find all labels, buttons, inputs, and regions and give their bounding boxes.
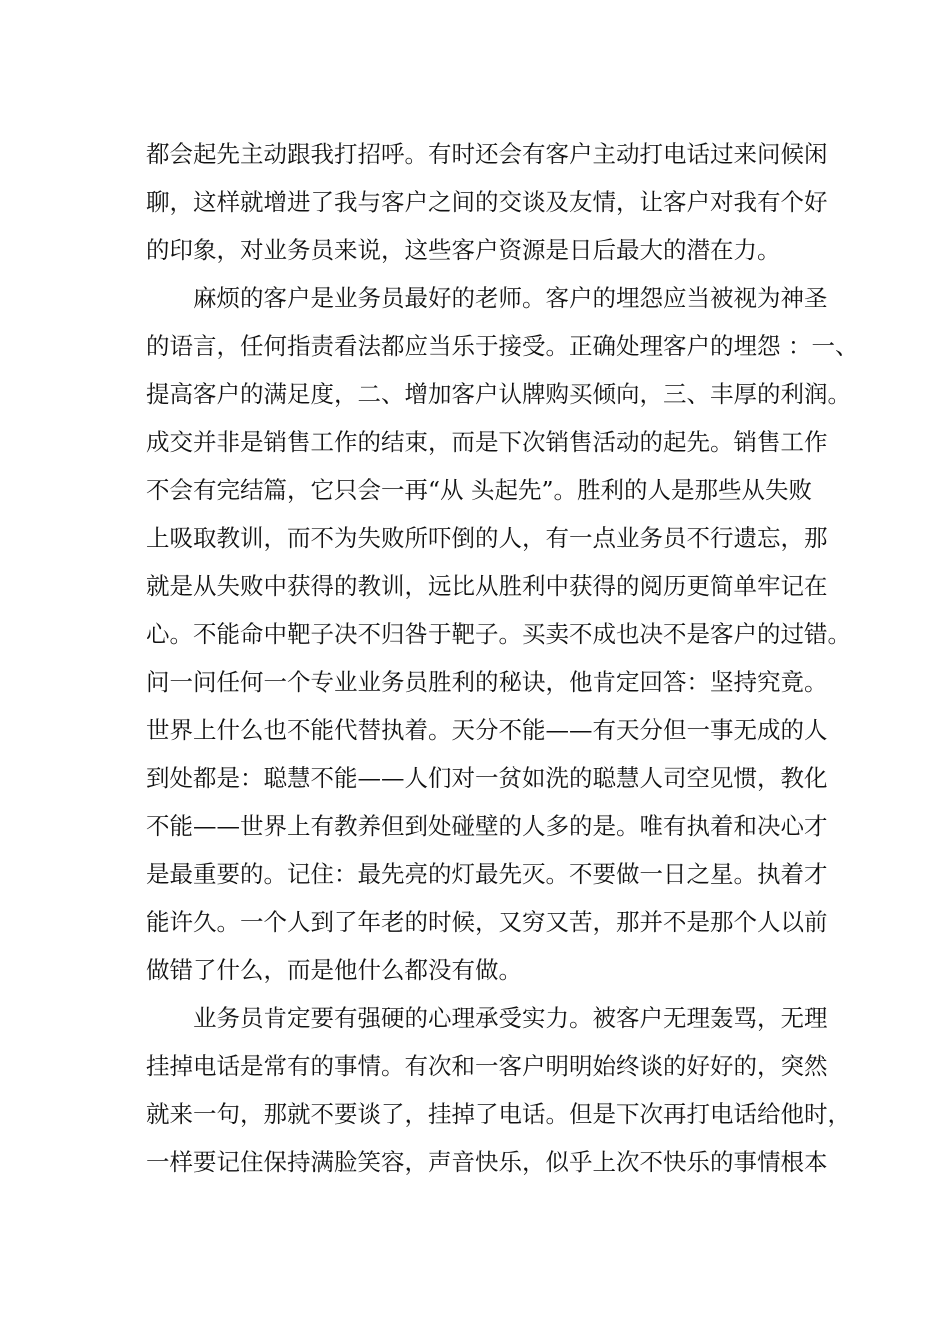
text-line: 聊，这样就增进了我与客户之间的交谈及友情，让客户对我有个好 [146,188,828,216]
paragraph-start-line: 业务员肯定要有强硬的心理承受实力。被客户无理轰骂，无理 [193,1004,828,1032]
text-line: 就来一句，那就不要谈了，挂掉了电话。但是下次再打电话给他时， [146,1100,851,1128]
paragraph-start-line: 麻烦的客户是业务员最好的老师。客户的埋怨应当被视为神圣 [193,284,828,312]
text-line: 做错了什么，而是他什么都没有做。 [146,956,522,984]
text-line: 挂掉电话是常有的事情。有次和一客户明明始终谈的好好的，突然 [146,1052,828,1080]
text-line: 就是从失败中获得的教训，远比从胜利中获得的阅历更简单牢记在 [146,572,828,600]
text-line: 到处都是：聪慧不能——人们对一贫如洗的聪慧人司空见惯，教化 [146,764,828,792]
text-line: 都会起先主动跟我打招呼。有时还会有客户主动打电话过来问候闲 [146,140,828,168]
text-line: 不会有完结篇，它只会一再“从 头起先”。胜利的人是那些从失败 [146,476,812,504]
text-line: 提高客户的满足度，二、增加客户认牌购买倾向，三、丰厚的利润。 [146,380,851,408]
text-line: 的语言，任何指责看法都应当乐于接受。正确处理客户的埋怨 ：一、 [146,332,859,360]
text-line: 能许久。一个人到了年老的时候，又穷又苦，那并不是那个人以前 [146,908,828,936]
text-line: 世界上什么也不能代替执着。天分不能——有天分但一事无成的人 [146,716,828,744]
text-line: 成交并非是销售工作的结束，而是下次销售活动的起先。销售工作 [146,428,828,456]
text-line: 是最重要的。记住：最先亮的灯最先灭。不要做一日之星。执着才 [146,860,828,888]
text-line: 一样要记住保持满脸笑容，声音快乐，似乎上次不快乐的事情根本 [146,1148,828,1176]
text-line: 上吸取教训，而不为失败所吓倒的人，有一点业务员不行遗忘，那 [146,524,828,552]
text-line: 不能——世界上有教养但到处碰壁的人多的是。唯有执着和决心才 [146,812,828,840]
text-line: 的印象，对业务员来说，这些客户资源是日后最大的潜在力。 [146,236,781,264]
document-body [146,130,859,1186]
text-line: 问一问任何一个专业业务员胜利的秘诀，他肯定回答：坚持究竟。 [146,668,828,696]
text-line: 心。不能命中靶子决不归咎于靶子。买卖不成也决不是客户的过错。 [146,620,851,648]
